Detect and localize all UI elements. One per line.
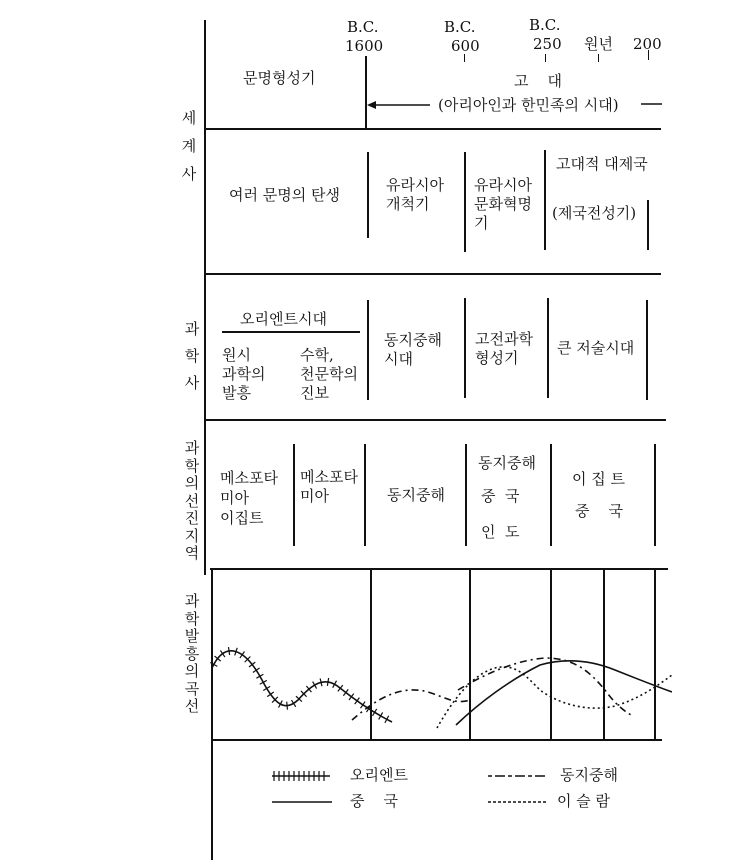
row-label-science-history: 과 학 사	[184, 320, 200, 392]
bc600-era: B.C.	[444, 18, 476, 36]
year-one-label: 원년	[584, 35, 613, 53]
row-label-world-history: 세 계 사	[181, 109, 197, 183]
bc1600-year: 1600	[345, 37, 384, 55]
legend-east-med-label: 동지중해	[560, 766, 618, 784]
orient-hatch	[253, 668, 260, 672]
region-cell-meso: 메소포타 미아	[300, 468, 358, 505]
orient-curve	[212, 651, 392, 722]
legend-china-label: 중 국	[350, 792, 399, 810]
china-curve	[456, 661, 672, 725]
row-label-science-curve: 과 학 발 흥 의 곡 선	[184, 592, 200, 715]
region-cell-east-med-1: 동지중해	[387, 486, 445, 504]
world-cell-births: 여러 문명의 탄생	[229, 186, 340, 204]
row-label-leading-regions: 과 학 의 선 진 지 역	[184, 439, 200, 562]
islam-curve	[437, 667, 672, 728]
bc250-era: B.C.	[529, 16, 561, 34]
orient-hatch	[287, 702, 288, 710]
bc1600-era: B.C.	[347, 18, 379, 36]
science-cell-math-astro: 수학, 천문학의 진보	[300, 346, 358, 402]
science-cell-east-med: 동지중해 시대	[384, 331, 442, 368]
world-ancient-note: (아리아인과 한민족의 시대)	[438, 96, 619, 114]
world-cell-empire-peak: (제국전성기)	[552, 204, 637, 222]
world-cell-eurasia-pioneer: 유라시아 개척기	[386, 176, 444, 213]
science-cell-writing-era: 큰 저술시대	[557, 339, 635, 357]
orient-hatch	[355, 698, 360, 705]
science-cell-classical: 고전과학 형성기	[475, 330, 533, 367]
legend-islam-label: 이 슬 람	[557, 792, 611, 810]
orient-hatch	[327, 678, 328, 686]
world-ancient-label: 고 대	[514, 72, 563, 90]
orient-hatch	[361, 702, 365, 709]
region-cell-east-med-2: 동지중해	[478, 454, 536, 472]
region-cell-meso-egypt: 메소포타 미아 이집트	[220, 469, 278, 527]
east-med-curve	[352, 690, 470, 720]
region-cell-china: 중 국	[481, 487, 520, 505]
ad200-label: 200	[633, 35, 662, 53]
orient-hatch	[220, 650, 225, 657]
orient-hatch	[228, 647, 229, 655]
region-cell-egypt: 이 집 트	[572, 470, 626, 488]
world-cell-great-empire: 고대적 대제국	[556, 155, 648, 173]
region-cell-china-2: 중 국	[575, 502, 624, 520]
science-cell-primitive: 원시 과학의 발흥	[222, 346, 266, 402]
bc600-year: 600	[451, 37, 480, 55]
region-cell-india: 인 도	[481, 523, 520, 541]
legend-orient-label: 오리엔트	[350, 766, 408, 784]
science-orient-label: 오리엔트시대	[240, 310, 327, 328]
bc250-year: 250	[533, 35, 562, 53]
world-cell-eurasia-revolution: 유라시아 문화혁명 기	[474, 176, 532, 232]
world-formation-label: 문명형성기	[243, 69, 316, 87]
orient-hatch	[240, 652, 245, 659]
